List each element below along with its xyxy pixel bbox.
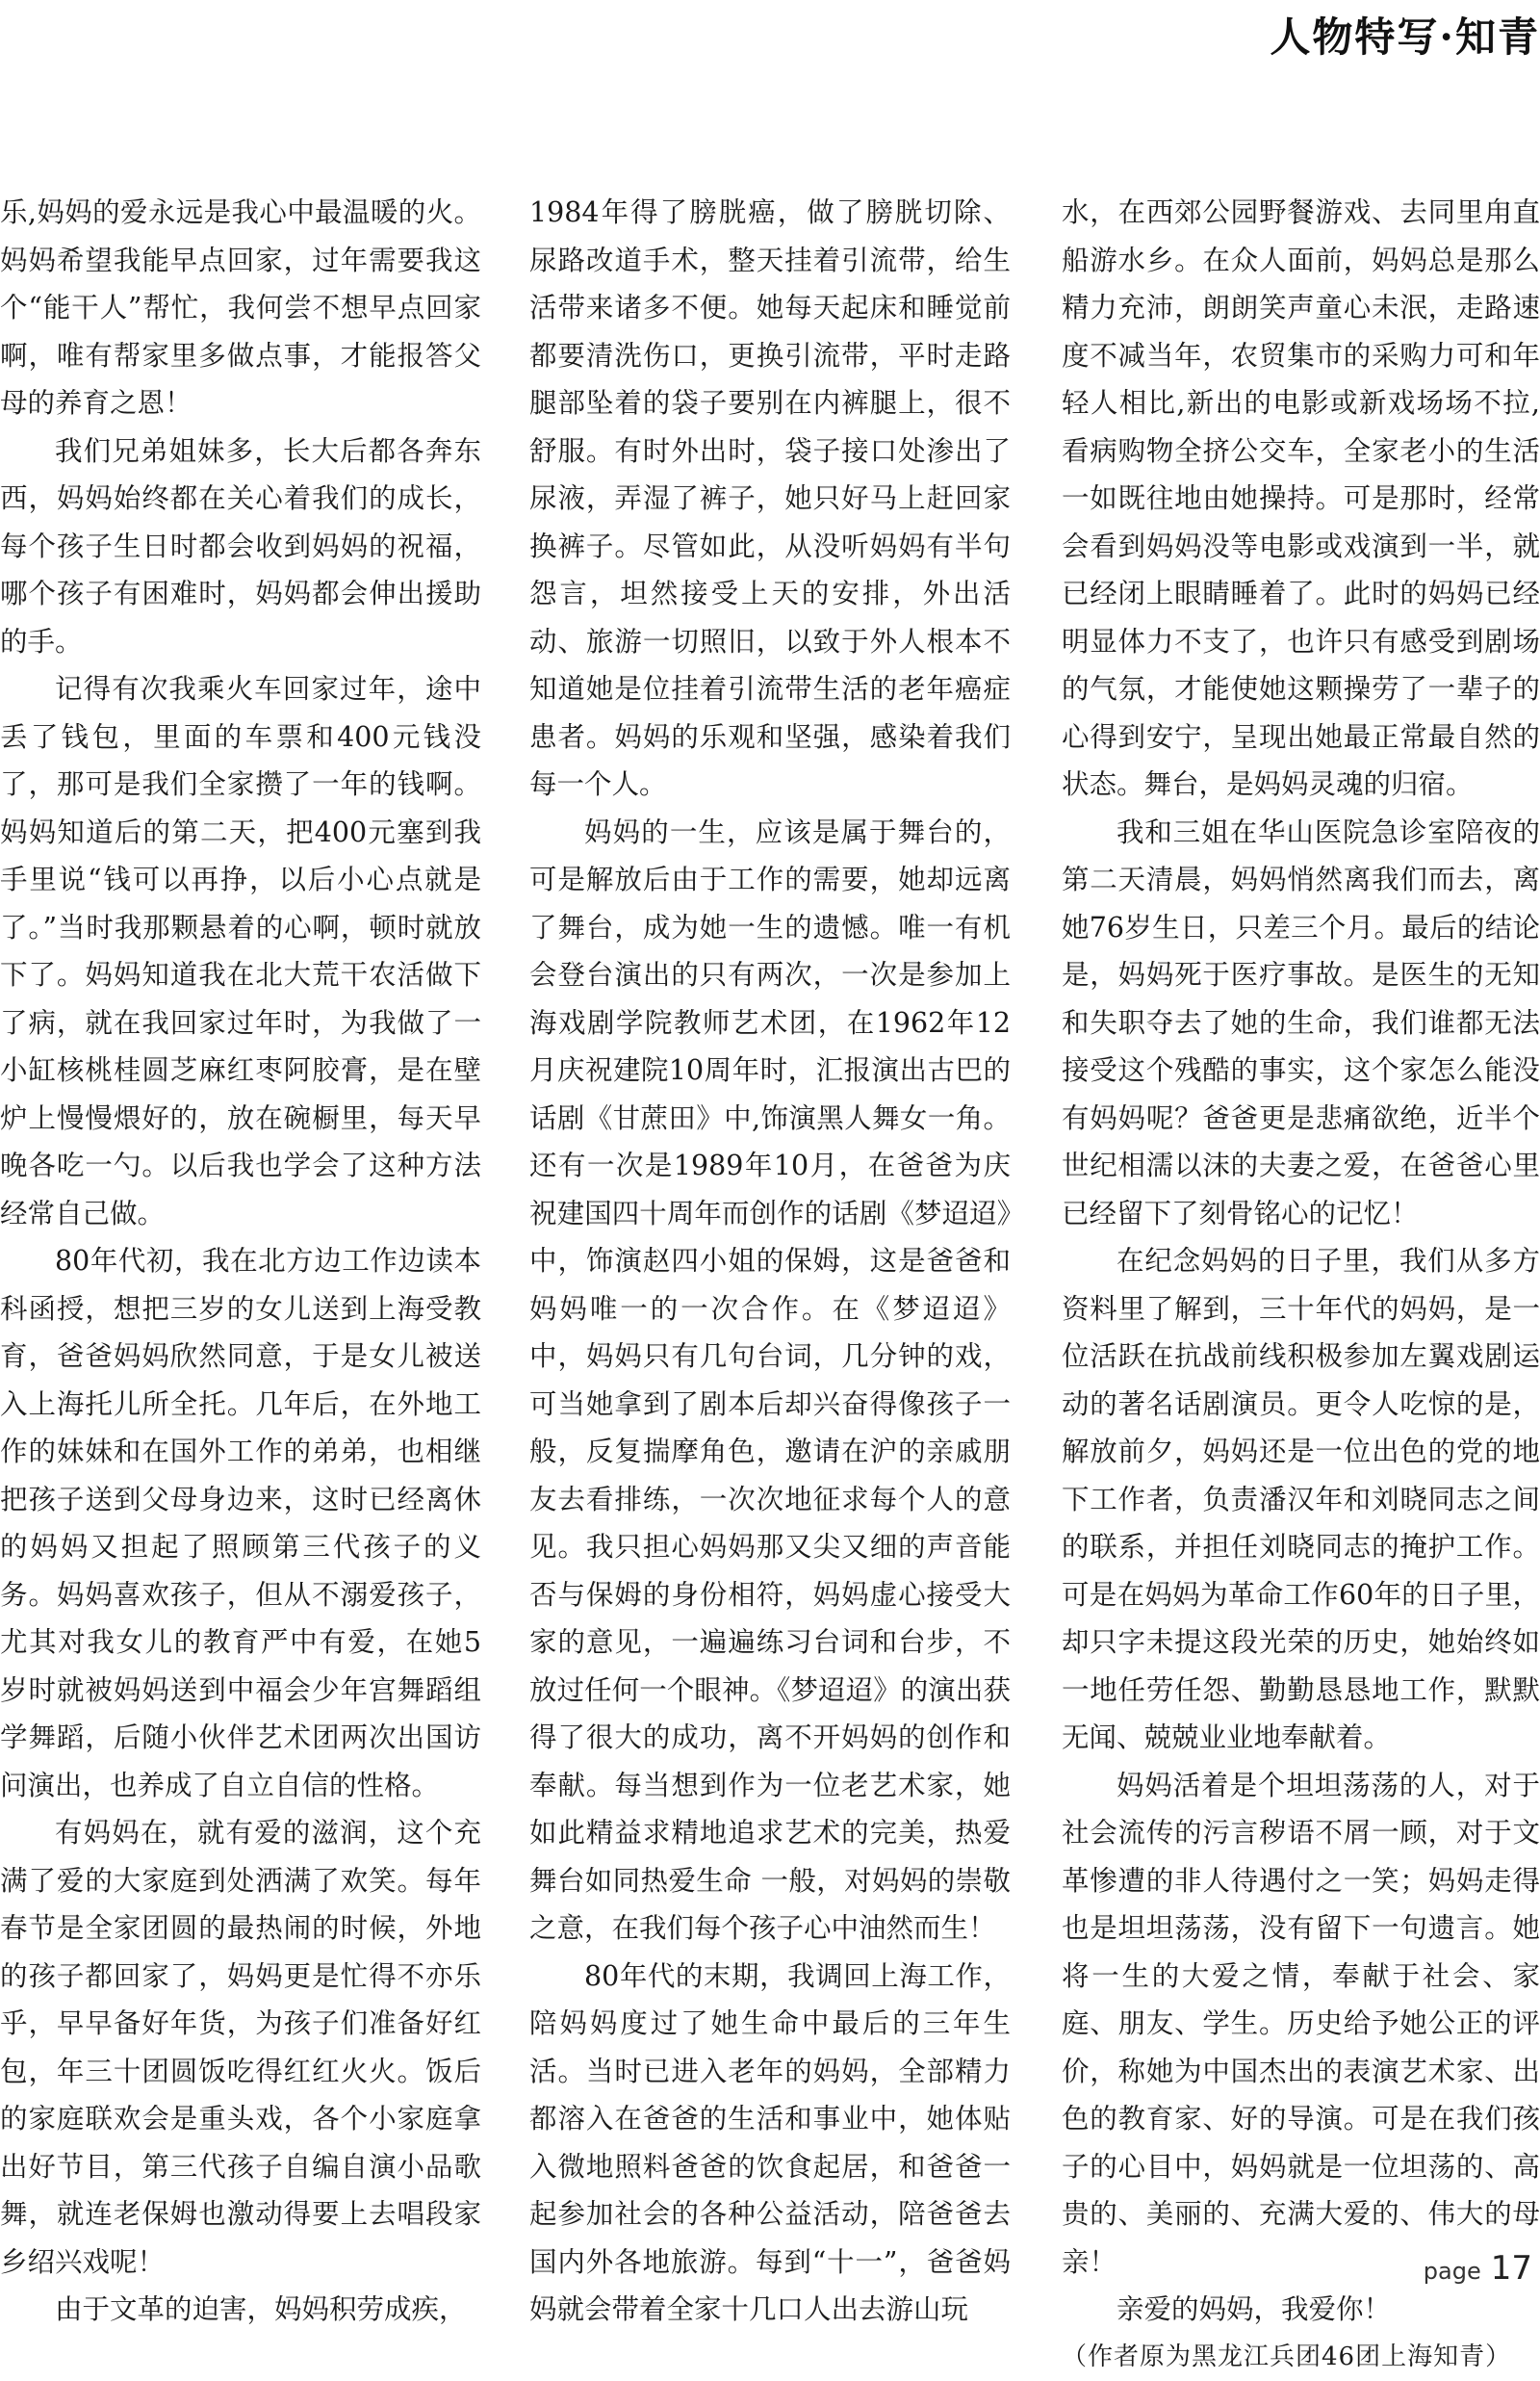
- paragraph: 80年代初，我在北方边工作边读本科函授，想把三岁的女儿送到上海受教育，爸爸妈妈欣然同意，于是女儿被送入上海托儿所全托。几年后，在外地工作的妹妹和在国外工作的弟弟，也相继把孩子送到父母身边来，这时已经离休的妈妈又担起了照顾第三代孩子的义务。妈妈喜欢孩子，但从不溺爱孩子，尤其对我女儿的教育严中有爱，在她5岁时就被妈妈送到中福会少年宫舞蹈组学舞蹈，后随小伙伴艺术团两次出国访问演出，也养成了自立自信的性格。: [0, 1237, 481, 1809]
- paragraph: 记得有次我乘火车回家过年，途中丢了钱包，里面的车票和400元钱没了，那可是我们全家攒了一年的钱啊。妈妈知道后的第二天，把400元塞到我手里说“钱可以再挣，以后小心点就是了。”当时我那颗悬着的心啊，顿时就放下了。妈妈知道我在北大荒干农活做下了病，就在我回家过年时，为我做了一小缸核桃桂圆芝麻红枣阿胶膏，是在壁炉上慢慢煨好的，放在碗橱里，每天早晚各吃一勺。以后我也学会了这种方法经常自己做。: [0, 665, 481, 1237]
- page-number: 17: [1491, 2249, 1532, 2288]
- paragraph: 80年代的末期，我调回上海工作，陪妈妈度过了她生命中最后的三年生活。当时已进入老年的妈妈，全部精力都溶入在爸爸的生活和事业中，她体贴入微地照料爸爸的饮食起居，和爸爸一起参加社会的各种公益活动，陪爸爸去国内外各地旅游。每到“十一”，爸爸妈妈就会带着全家十几口人出去游山玩: [529, 1953, 1011, 2334]
- paragraph: 由于文革的迫害，妈妈积劳成疾，: [0, 2286, 481, 2334]
- page-footer: [1424, 2249, 1532, 2288]
- column-2: [529, 189, 1011, 2334]
- paragraph: 水，在西郊公园野餐游戏、去同里甪直船游水乡。在众人面前，妈妈总是那么精力充沛，朗朗笑声童心未泯，走路速度不减当年，农贸集市的采购力可和年轻人相比,新出的电影或新戏场场不拉,看病购物全挤公交车，全家老小的生活一如既往地由她操持。可是那时，经常会看到妈妈没等电影或戏演到一半，就已经闭上眼睛睡着了。此时的妈妈已经明显体力不支了，也许只有感受到剧场的气氛，才能使她这颗操劳了一辈子的心得到安宁，呈现出她最正常最自然的状态。舞台，是妈妈灵魂的归宿。: [1062, 189, 1540, 809]
- paragraph: 我和三姐在华山医院急诊室陪夜的第二天清晨，妈妈悄然离我们而去，离她76岁生日，只差三个月。最后的结论是，妈妈死于医疗事故。是医生的无知和失职夺去了她的生命，我们谁都无法接受这个残酷的事实，这个家怎么能没有妈妈呢？爸爸更是悲痛欲绝，近半个世纪相濡以沫的夫妻之爱，在爸爸心里已经留下了刻骨铭心的记忆！: [1062, 809, 1540, 1238]
- author-note: （作者原为黑龙江兵团46团上海知青）: [1062, 2334, 1540, 2381]
- article-body: [0, 189, 1540, 2211]
- column-3: [1062, 189, 1540, 2381]
- paragraph: 妈妈的一生，应该是属于舞台的，可是解放后由于工作的需要，她却远离了舞台，成为她一生的遗憾。唯一有机会登台演出的只有两次，一次是参加上海戏剧学院教师艺术团，在1962年12月庆祝建院10周年时，汇报演出古巴的话剧《甘蔗田》中,饰演黑人舞女一角。还有一次是1989年10月，在爸爸为庆祝建国四十周年而创作的话剧《梦迢迢》中，饰演赵四小姐的保姆，这是爸爸和妈妈唯一的一次合作。在《梦迢迢》中，妈妈只有几句台词，几分钟的戏，可当她拿到了剧本后却兴奋得像孩子一般，反复揣摩角色，邀请在沪的亲戚朋友去看排练，一次次地征求每个人的意见。我只担心妈妈那又尖又细的声音能否与保姆的身份相符，妈妈虚心接受大家的意见，一遍遍练习台词和台步，不放过任何一个眼神。《梦迢迢》的演出获得了很大的成功，离不开妈妈的创作和奉献。每当想到作为一位老艺术家，她如此精益求精地追求艺术的完美，热爱舞台如同热爱生命 一般，对妈妈的崇敬之意，在我们每个孩子心中油然而生！: [529, 809, 1011, 1953]
- paragraph: 亲爱的妈妈，我爱你！: [1062, 2286, 1540, 2334]
- section-title: 人物特写·知青: [1270, 6, 1540, 64]
- paragraph: 1984年得了膀胱癌，做了膀胱切除、尿路改道手术，整天挂着引流带，给生活带来诸多不便。她每天起床和睡觉前都要清洗伤口，更换引流带，平时走路腿部坠着的袋子要别在内裤腿上，很不舒服。有时外出时，袋子接口处渗出了尿液，弄湿了裤子，她只好马上赶回家换裤子。尽管如此，从没听妈妈有半句怨言，坦然接受上天的安排，外出活动、旅游一切照旧，以致于外人根本不知道她是位挂着引流带生活的老年癌症患者。妈妈的乐观和坚强，感染着我们每一个人。: [529, 189, 1011, 809]
- paragraph: 我们兄弟姐妹多，长大后都各奔东西，妈妈始终都在关心着我们的成长，每个孩子生日时都会收到妈妈的祝福，哪个孩子有困难时，妈妈都会伸出援助的手。: [0, 427, 481, 666]
- paragraph: 乐,妈妈的爱永远是我心中最温暖的火。妈妈希望我能早点回家，过年需要我这个“能干人”帮忙，我何尝不想早点回家啊，唯有帮家里多做点事，才能报答父母的养育之恩！: [0, 189, 481, 427]
- page-label: page: [1424, 2258, 1481, 2285]
- paragraph: 妈妈活着是个坦坦荡荡的人，对于社会流传的污言秽语不屑一顾，对于文革惨遭的非人待遇付之一笑；妈妈走得也是坦坦荡荡，没有留下一句遗言。她将一生的大爱之情，奉献于社会、家庭、朋友、学生。历史给予她公正的评价，称她为中国杰出的表演艺术家、出色的教育家、好的导演。可是在我们孩子的心目中，妈妈就是一位坦荡的、高贵的、美丽的、充满大爱的、伟大的母亲！: [1062, 1762, 1540, 2287]
- column-1: [0, 189, 481, 2334]
- paragraph: 有妈妈在，就有爱的滋润，这个充满了爱的大家庭到处洒满了欢笑。每年春节是全家团圆的最热闹的时候，外地的孩子都回家了，妈妈更是忙得不亦乐乎，早早备好年货，为孩子们准备好红包，年三十团圆饭吃得红红火火。饭后的家庭联欢会是重头戏，各个小家庭拿出好节目，第三代孩子自编自演小品歌舞，就连老保姆也激动得要上去唱段家乡绍兴戏呢！: [0, 1809, 481, 2286]
- paragraph: 在纪念妈妈的日子里，我们从多方资料里了解到，三十年代的妈妈，是一位活跃在抗战前线积极参加左翼戏剧运动的著名话剧演员。更令人吃惊的是，解放前夕，妈妈还是一位出色的党的地下工作者，负责潘汉年和刘晓同志之间的联系，并担任刘晓同志的掩护工作。可是在妈妈为革命工作60年的日子里，却只字未提这段光荣的历史，她始终如一地任劳任怨、勤勤恳恳地工作，默默无闻、兢兢业业地奉献着。: [1062, 1237, 1540, 1762]
